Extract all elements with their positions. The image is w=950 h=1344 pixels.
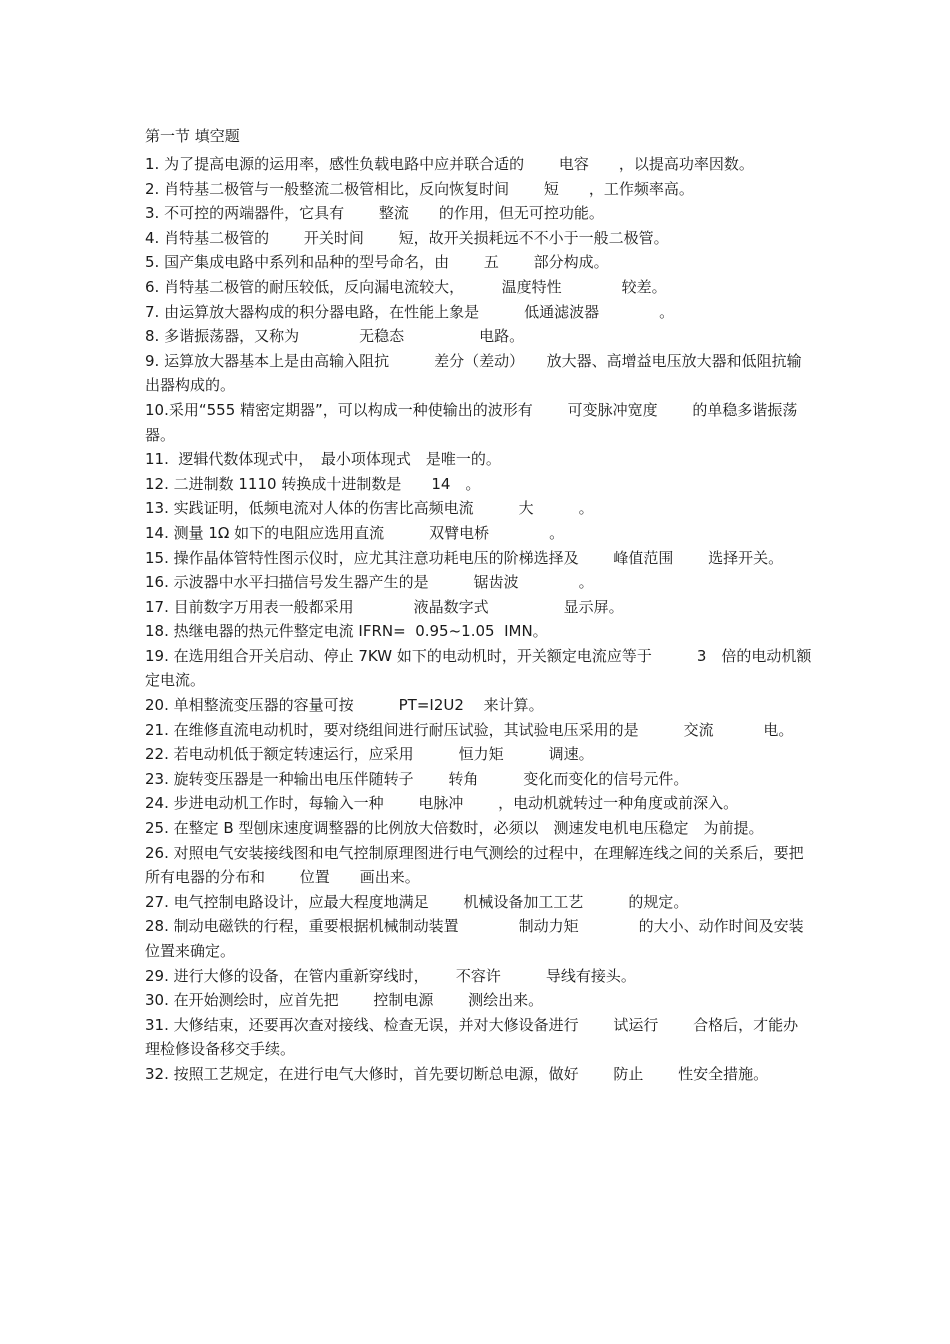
question-item: 31. 大修结束，还要再次查对接线、检查无误，并对大修设备进行 试运行 合格后，才能办理检修设备移交手续。 — [145, 1015, 799, 1059]
question-item: 2. 肖特基二极管与一般整流二极管相比，反向恢复时间 短 ，工作频率高。 — [145, 179, 694, 198]
question-item: 12. 二进制数 1110 转换成十进制数是 14 。 — [145, 474, 481, 493]
question-item: 11. 逻辑代数体现式中， 最小项体现式 是唯一的。 — [145, 450, 501, 469]
question-item: 32. 按照工艺规定，在进行电气大修时，首先要切断总电源，做好 防止 性安全措施。 — [145, 1064, 769, 1083]
question-item: 7. 由运算放大器构成的积分器电路，在性能上象是 低通滤波器 。 — [145, 302, 675, 321]
question-item: 4. 肖特基二极管的 开关时间 短，故开关损耗远不不小于一般二极管。 — [145, 228, 669, 247]
question-item: 19. 在选用组合开关启动、停止 7KW 如下的电动机时，开关额定电流应等于 3 倍的电动机额定电流。 — [145, 646, 812, 690]
question-item: 9. 运算放大器基本上是由高输入阻抗 差分（差动） 放大器、高增益电压放大器和低阻抗输出器构成的。 — [145, 351, 802, 395]
question-item: 26. 对照电气安装接线图和电气控制原理图进行电气测绘的过程中，在理解连线之间的关系后，要把所有电器的分布和 位置 画出来。 — [145, 843, 804, 887]
question-item: 29. 进行大修的设备，在管内重新穿线时， 不容许 导线有接头。 — [145, 966, 636, 985]
question-item: 14. 测量 1Ω 如下的电阻应选用直流 双臂电桥 。 — [145, 523, 565, 542]
question-item: 24. 步进电动机工作时，每输入一种 电脉冲 ，电动机就转过一种角度或前深入。 — [145, 794, 739, 813]
question-list — [145, 152, 813, 1087]
question-item: 13. 实践证明，低频电流对人体的伤害比高频电流 大 。 — [145, 499, 594, 518]
question-item: 28. 制动电磁铁的行程，重要根据机械制动装置 制动力矩 的大小、动作时间及安装位置来确定。 — [145, 917, 804, 960]
question-item: 17. 目前数字万用表一般都采用 液晶数字式 显示屏。 — [145, 597, 624, 616]
question-item: 25. 在整定 B 型刨床速度调整器的比例放大倍数时，必须以 测速发电机电压稳定 为前提。 — [145, 819, 764, 838]
question-item: 30. 在开始测绘时，应首先把 控制电源 测绘出来。 — [145, 991, 544, 1010]
question-item: 10.采用“555 精密定期器”，可以构成一种使输出的波形有 可变脉冲宽度 的单稳多谐振荡器。 — [145, 400, 798, 444]
question-item: 20. 单相整流变压器的容量可按 PT=I2U2 来计算。 — [145, 696, 544, 715]
question-item: 16. 示波器中水平扫描信号发生器产生的是 锯齿波 。 — [145, 573, 594, 592]
question-item: 15. 操作晶体管特性图示仪时，应尤其注意功耗电压的阶梯选择及 峰值范围 选择开关。 — [145, 548, 784, 567]
question-item: 27. 电气控制电路设计，应最大程度地满足 机械设备加工工艺 的规定。 — [145, 892, 689, 911]
question-item: 21. 在维修直流电动机时，要对绕组间进行耐压试验，其试验电压采用的是 交流 电。 — [145, 720, 794, 739]
question-item: 5. 国产集成电路中系列和品种的型号命名，由 五 部分构成。 — [145, 253, 609, 272]
question-item: 1. 为了提高电源的运用率，感性负载电路中应并联合适的 电容 ，以提高功率因数。 — [145, 155, 754, 173]
section-title: 第一节 填空题 — [145, 127, 240, 145]
question-item: 23. 旋转变压器是一种输出电压伴随转子 转角 变化而变化的信号元件。 — [145, 769, 689, 788]
question-item: 6. 肖特基二极管的耐压较低，反向漏电流较大， 温度特性 较差。 — [145, 277, 667, 296]
question-item: 8. 多谐振荡器，又称为 无稳态 电路。 — [145, 327, 525, 346]
question-item: 3. 不可控的两端器件，它具有 整流 的作用，但无可控功能。 — [145, 204, 604, 223]
question-item: 22. 若电动机低于额定转速运行，应采用 恒力矩 调速。 — [145, 745, 594, 764]
question-item: 18. 热继电器的热元件整定电流 IFRN= 0.95~1.05 IMN。 — [145, 622, 548, 641]
